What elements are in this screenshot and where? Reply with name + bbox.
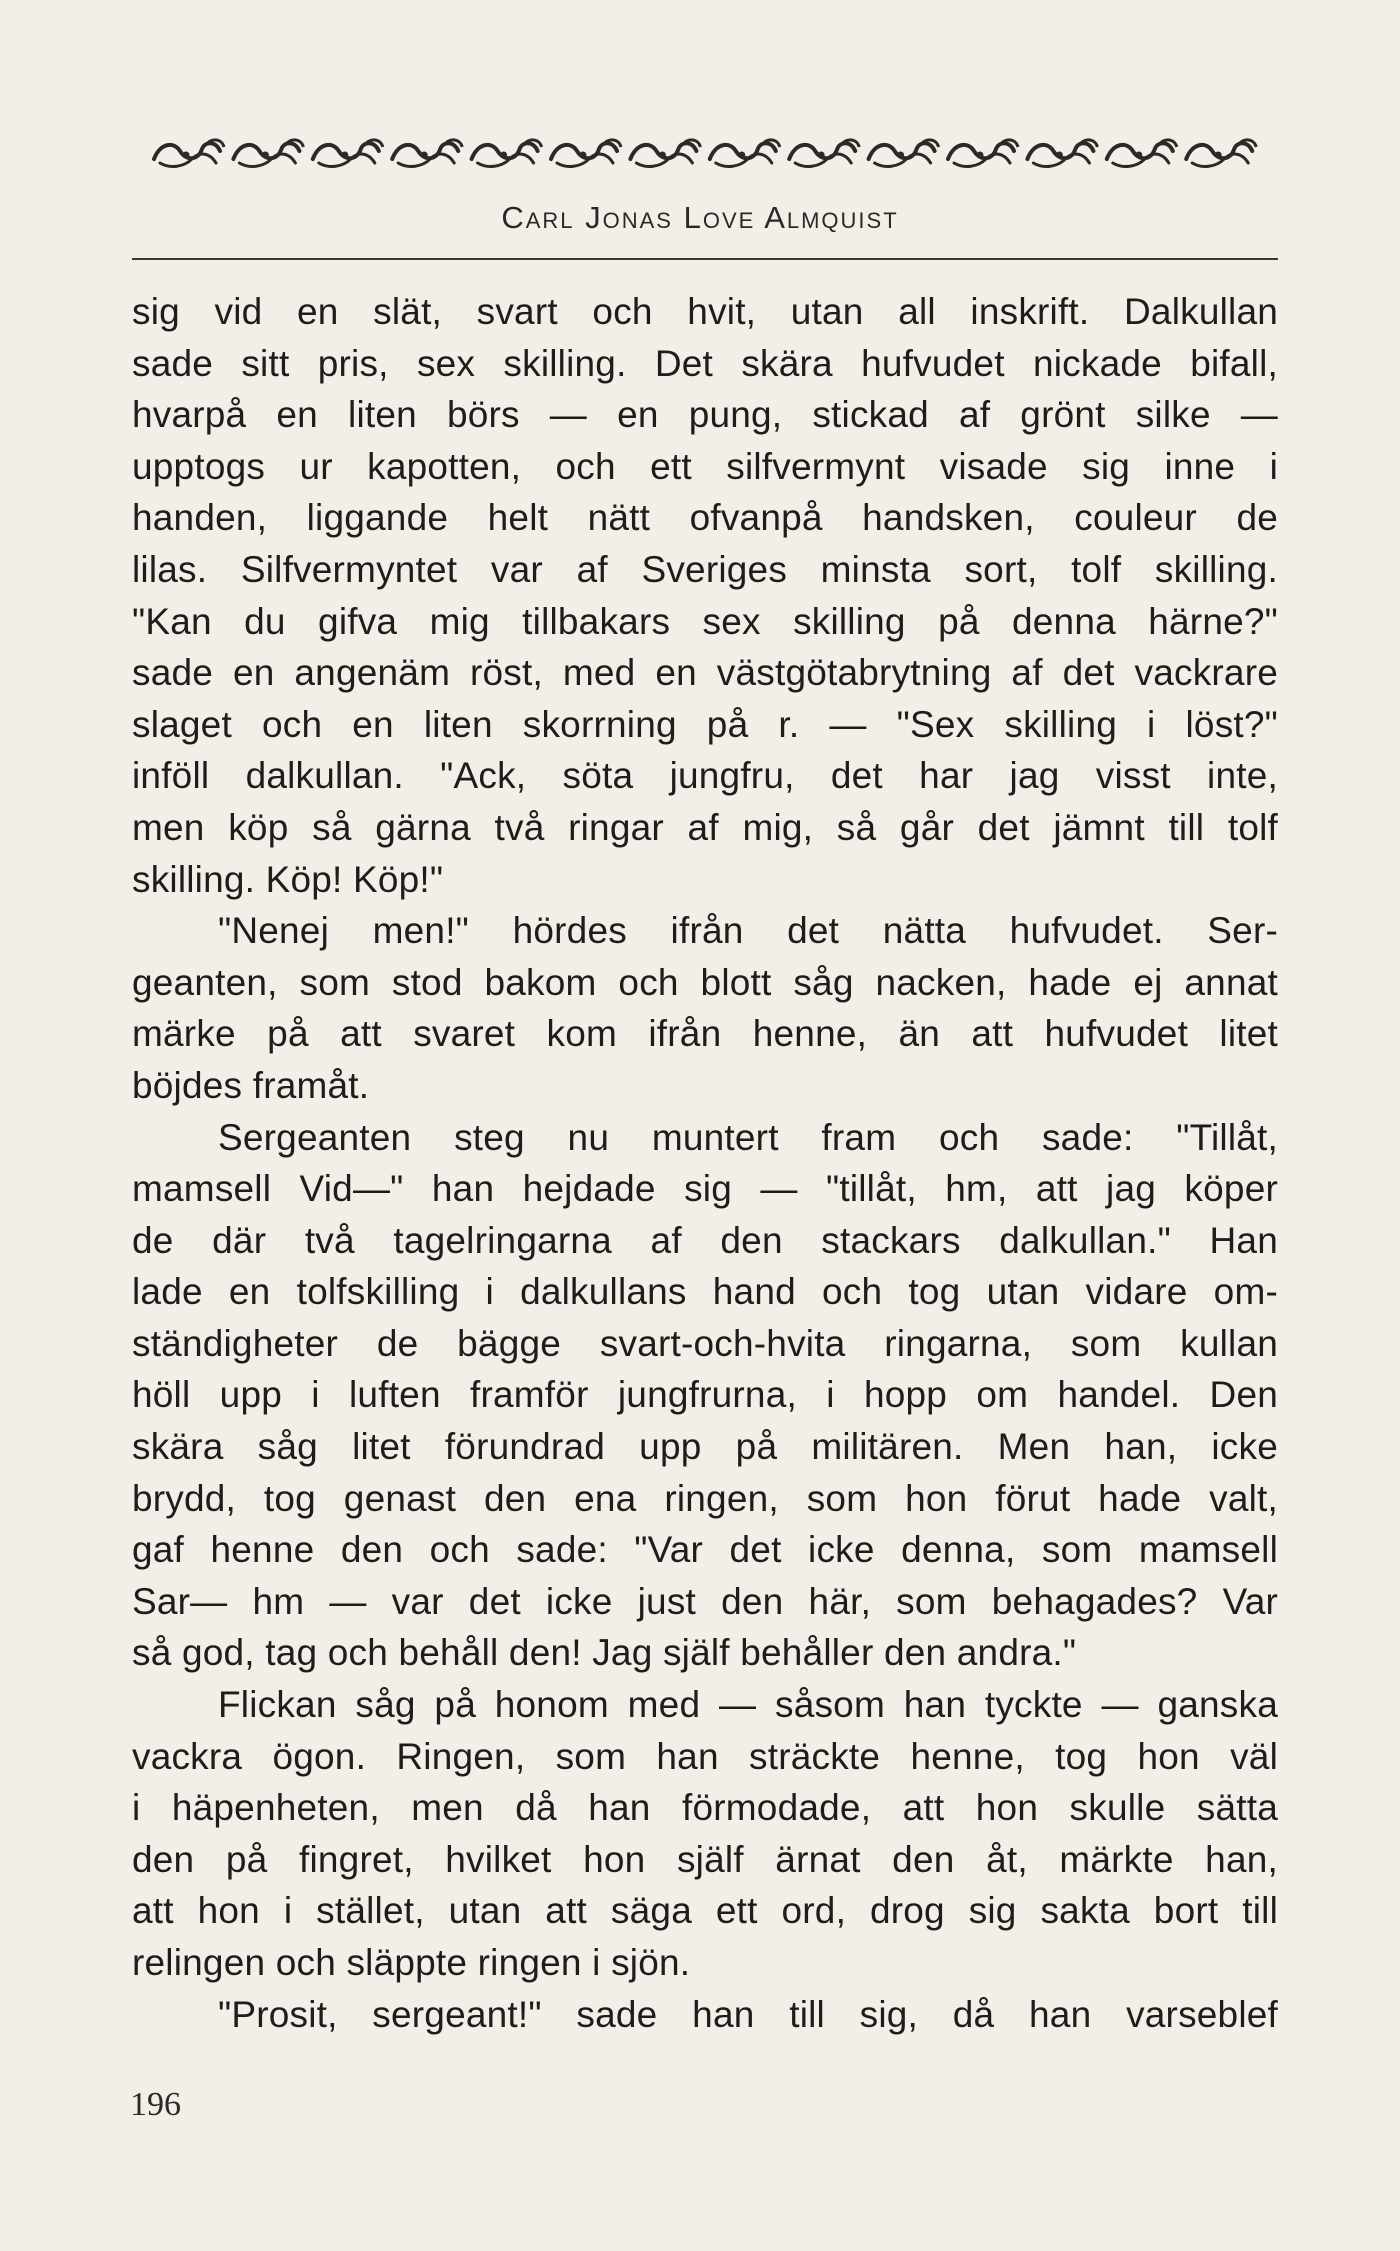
text-line: men köp så gärna två ringar af mig, så går det jämnt till tolf [132,806,1278,848]
text-line: i häpenheten, men då han förmodade, att hon skulle sätta [132,1787,1278,1829]
text-line: lilas. Silfvermyntet var af Sveriges minsta sort, tolf skilling. [132,548,1278,590]
text-line: brydd, tog genast den ena ringen, som hon förut hade valt, [132,1477,1278,1519]
page-number: 196 [130,2086,181,2123]
text-line: sig vid en slät, svart och hvit, utan all inskrift. Dalkullan [132,291,1278,332]
text-line: den på fingret, hvilket hon själf ärnat den åt, märkte han, [132,1838,1278,1880]
text-line: handen, liggande helt nätt ofvanpå handsken, couleur de [132,497,1278,539]
ornament-motif [551,140,621,167]
text-line: "Nenej men!" hördes ifrån det nätta hufvudet. Ser- [218,910,1278,952]
text-line: inföll dalkullan. "Ack, söta jungfru, det har jag visst inte, [132,755,1278,797]
text-line: skära såg litet förundrad upp på militären. Men han, icke [132,1426,1278,1468]
text-line: att hon i stället, utan att säga ett ord, drog sig sakta bort till [132,1890,1278,1932]
text-line: höll upp i luften framför jungfrurna, i hopp om handel. Den [132,1374,1278,1416]
text-line: Sar— hm — var det icke just den här, som behagades? Var [132,1580,1278,1622]
text-line: böjdes framåt. [132,1064,370,1106]
text-line: hvarpå en liten börs — en pung, stickad af grönt silke — [132,394,1278,436]
ornament-motif [1107,140,1177,167]
text-line: geanten, som stod bakom och blott såg nacken, hade ej annat [132,961,1278,1003]
text-line: ständigheter de bägge svart-och-hvita ringarna, som kullan [132,1322,1278,1364]
ornament-motif [630,140,700,167]
decorative-border-ornament [150,135,1262,175]
ornament-motif [392,140,462,167]
text-line: upptogs ur kapotten, och ett silfvermynt visade sig inne i [132,445,1278,487]
text-line: de där två tagelringarna af den stackars dalkullan." Han [132,1219,1278,1261]
ornament-motif [948,140,1018,167]
ornament-motif [789,140,859,167]
text-line: Sergeanten steg nu muntert fram och sade: "Tillåt, [218,1116,1278,1158]
running-head: Carl Jonas Love Almquist [501,200,899,235]
header-rule [132,258,1278,260]
text-line: mamsell Vid—" han hejdade sig — "tillåt, hm, att jag köper [132,1168,1278,1210]
text-line: skilling. Köp! Köp!" [132,858,444,900]
text-line: slaget och en liten skorrning på r. — "Sex skilling i löst?" [132,703,1278,745]
text-line: sade en angenäm röst, med en västgötabrytning af det vackrare [132,652,1278,694]
body-text [132,286,1278,2040]
ornament-motif [233,140,303,167]
text-line: "Kan du gifva mig tillbakars sex skilling på denna härne?" [132,600,1278,642]
text-line: gaf henne den och sade: "Var det icke denna, som mamsell [132,1529,1278,1571]
text-line: relingen och släppte ringen i sjön. [132,1942,691,1983]
ornament-motif [472,140,542,167]
text-line: så god, tag och behåll den! Jag själf behåller den andra." [132,1632,1077,1674]
ornament-motif [154,140,224,167]
ornament-motif [1027,140,1097,167]
text-line: sade sitt pris, sex skilling. Det skära hufvudet nickade bifall, [132,342,1278,384]
ornament-motif [313,140,383,167]
text-line: Flickan såg på honom med — såsom han tyckte — ganska [218,1684,1278,1726]
ornament-motif [869,140,939,167]
text-line: vackra ögon. Ringen, som han sträckte henne, tog hon väl [132,1735,1278,1777]
ornament-motif [1186,140,1256,167]
text-line: märke på att svaret kom ifrån henne, än att hufvudet litet [132,1013,1278,1055]
ornament-motif [710,140,780,167]
text-line: "Prosit, sergeant!" sade han till sig, då han varseblef [218,1993,1278,2035]
text-line: lade en tolfskilling i dalkullans hand och tog utan vidare om- [132,1271,1278,1313]
